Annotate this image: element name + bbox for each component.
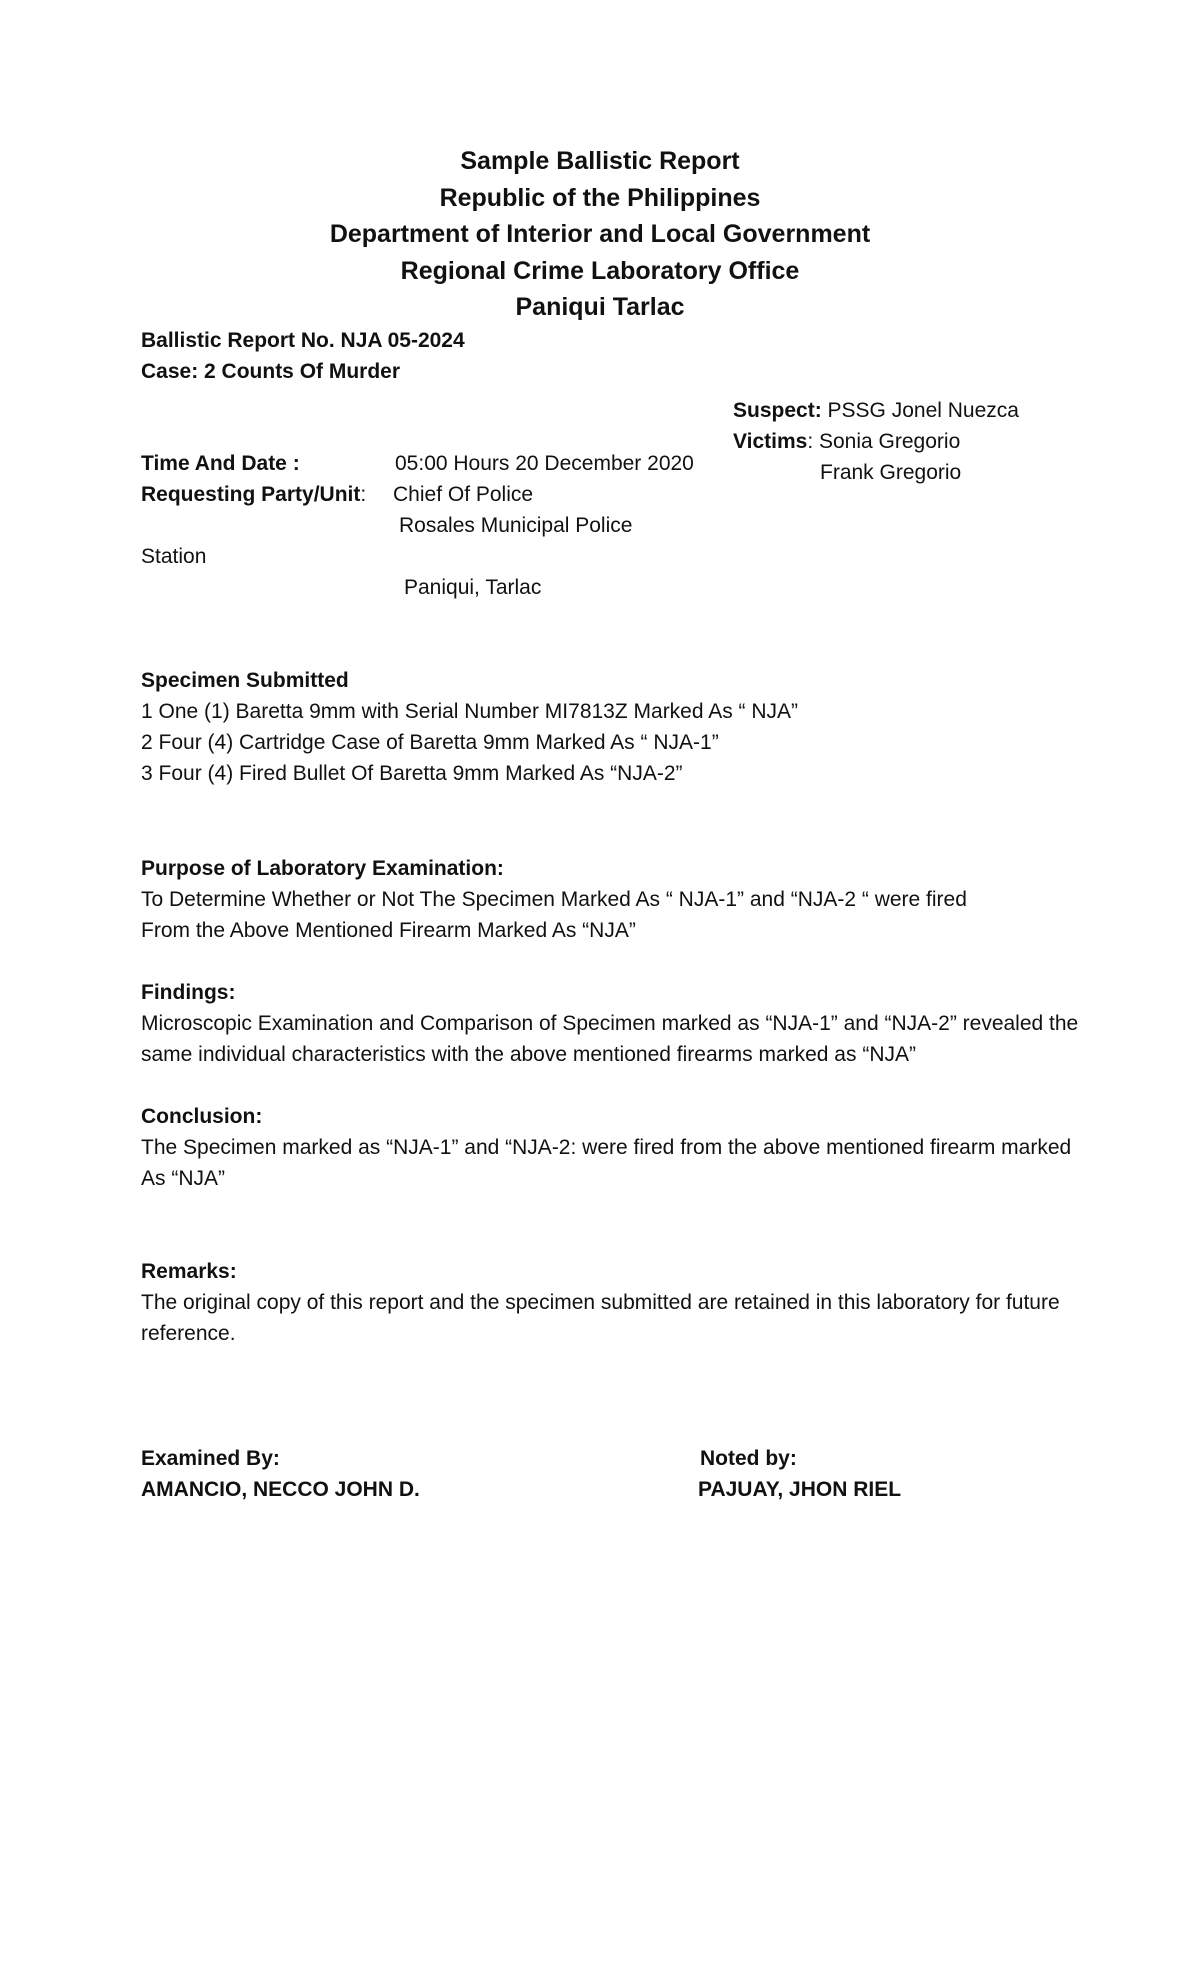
conclusion-heading: Conclusion:: [141, 1105, 263, 1128]
remarks-text: The original copy of this report and the specimen submitted are retained in this laboratory for future reference.: [141, 1291, 1060, 1345]
office-heading: Regional Crime Laboratory Office: [400, 257, 800, 285]
country-heading: Republic of the Philippines: [439, 184, 761, 212]
specimen-heading: Specimen Submitted: [141, 669, 349, 692]
examined-by-label: Examined By:: [141, 1447, 280, 1470]
findings-heading: Findings:: [141, 981, 236, 1004]
requesting-party-value-2: Rosales Municipal Police: [399, 514, 633, 537]
requesting-party-line: [141, 482, 366, 508]
suspect-label: Suspect:: [733, 399, 822, 422]
victims-label: Victims: [733, 430, 808, 453]
time-date-value: 05:00 Hours 20 December 2020: [395, 452, 694, 475]
purpose-line-2: From the Above Mentioned Firearm Marked As “NJA”: [141, 919, 636, 942]
requesting-party-label: Requesting Party/Unit: [141, 483, 361, 506]
specimen-item: 3 Four (4) Fired Bullet Of Baretta 9mm Marked As “NJA-2”: [141, 762, 683, 785]
noted-by-name: PAJUAY, JHON RIEL: [698, 1478, 902, 1501]
requesting-party-colon: :: [360, 483, 367, 506]
report-title: Sample Ballistic Report: [460, 147, 740, 175]
specimen-item: 1 One (1) Baretta 9mm with Serial Number MI7813Z Marked As “ NJA”: [141, 700, 799, 723]
victims-line: [733, 429, 960, 455]
findings-text: Microscopic Examination and Comparison of Specimen marked as “NJA-1” and “NJA-2” revealed the same individual characteristics with the above mentioned firearms marked as “NJA”: [141, 1012, 1079, 1066]
requesting-party-value-1: Chief Of Police: [393, 483, 534, 506]
time-date-label: Time And Date :: [141, 452, 300, 475]
specimen-item: 2 Four (4) Cartridge Case of Baretta 9mm Marked As “ NJA-1”: [141, 731, 719, 754]
purpose-heading: Purpose of Laboratory Examination:: [141, 857, 504, 880]
requesting-party-value-4: Paniqui, Tarlac: [404, 576, 542, 599]
department-heading: Department of Interior and Local Government: [329, 220, 871, 248]
requesting-party-value-3: Station: [141, 545, 207, 568]
examined-by-name: AMANCIO, NECCO JOHN D.: [141, 1478, 420, 1501]
remarks-heading: Remarks:: [141, 1260, 237, 1283]
conclusion-text: The Specimen marked as “NJA-1” and “NJA-2: were fired from the above mentioned firearm marked As “NJA”: [141, 1136, 1072, 1190]
report-number: Ballistic Report No. NJA 05-2024: [141, 329, 465, 352]
noted-by-label: Noted by:: [700, 1447, 797, 1470]
purpose-line-1: To Determine Whether or Not The Specimen Marked As “ NJA-1” and “NJA-2 “ were fired: [141, 888, 967, 911]
suspect-value: PSSG Jonel Nuezca: [821, 399, 1019, 422]
case-title: Case: 2 Counts Of Murder: [141, 360, 401, 383]
victims-value: : Sonia Gregorio: [807, 430, 961, 453]
suspect-line: [733, 398, 1019, 424]
victims-value-second: Frank Gregorio: [820, 461, 962, 484]
location-heading: Paniqui Tarlac: [515, 293, 685, 321]
